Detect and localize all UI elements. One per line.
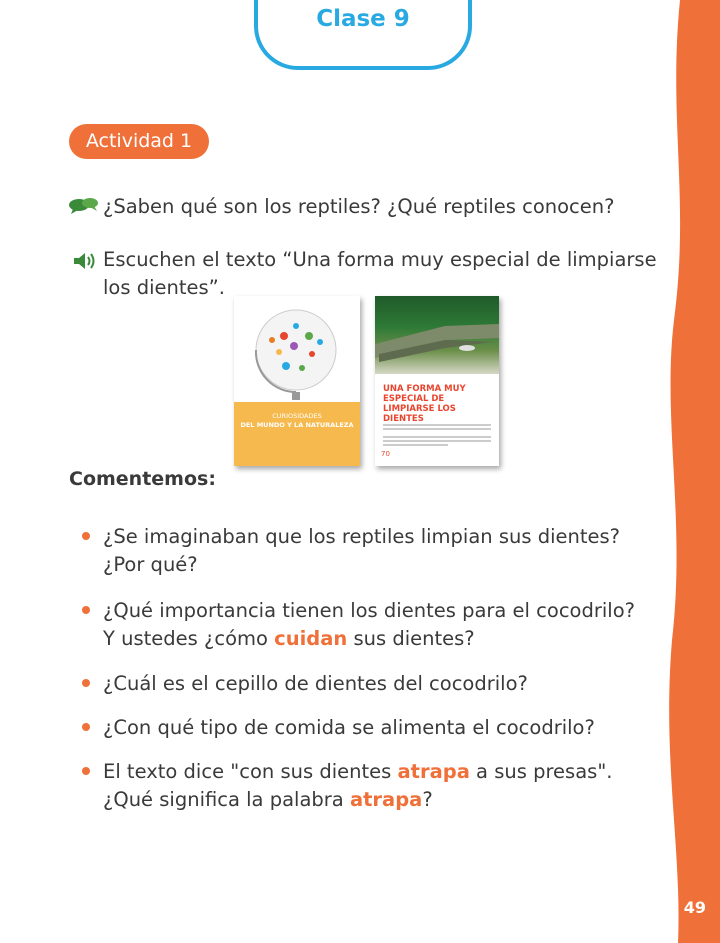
class-title: Clase 9 (316, 6, 410, 32)
question-4: ¿Con qué tipo de comida se alimenta el cocodrilo? (103, 716, 595, 739)
highlight-atrapa: atrapa (349, 788, 423, 811)
book-page-crocodile (375, 296, 499, 466)
question-5-text-a: El texto dice "con sus dientes (103, 760, 398, 783)
highlight-atrapa: atrapa (397, 760, 470, 783)
question-3: ¿Cuál es el cepillo de dientes del cocodrilo? (103, 672, 528, 695)
activity-badge: Actividad 1 (69, 124, 209, 159)
class-tab (254, 0, 472, 70)
crocodile-photo (375, 296, 499, 374)
book2-title: UNA FORMA MUY ESPECIAL DE LIMPIARSE LOS DIENTES (383, 384, 466, 424)
book2-text-placeholder1 (383, 422, 491, 432)
book1-line2: DEL MUNDO Y LA NATURALEZA (240, 421, 354, 429)
question-1-line2: ¿Por qué? (103, 553, 198, 576)
question-5-text-b: a sus presas". (469, 760, 613, 783)
book-cover-curiosidades (234, 296, 360, 466)
bullet-dot-icon (82, 532, 90, 540)
question-5-text-c: ¿Qué significa la palabra (103, 788, 350, 811)
comentemos-heading: Comentemos: (69, 468, 216, 490)
book1-line1: CURIOSIDADES (272, 412, 322, 420)
book2-text-placeholder2 (383, 434, 491, 448)
question-2-line1: ¿Qué importancia tienen los dientes para el cocodrilo? (103, 599, 635, 622)
listen-prompt-line1: Escuchen el texto “Una forma muy especial de limpiarse (103, 248, 657, 271)
book2-page-number: 70 (381, 450, 390, 458)
speaker-icon (72, 251, 98, 271)
page-number: 49 (683, 898, 706, 917)
discuss-prompt: ¿Saben qué son los reptiles? ¿Qué reptiles conocen? (103, 195, 615, 218)
globe-illustration (234, 296, 360, 406)
bullet-dot-icon (82, 606, 90, 614)
question-1-line1: ¿Se imaginaban que los reptiles limpian sus dientes? (103, 525, 621, 548)
orange-side-band (660, 0, 720, 943)
question-2-text-a: Y ustedes ¿cómo (103, 627, 275, 650)
question-5-line2 (103, 786, 433, 814)
question-2-line2 (103, 625, 475, 653)
bullet-dot-icon (82, 767, 90, 775)
listen-prompt-line2: los dientes”. (103, 276, 225, 299)
question-5-text-d: ? (422, 788, 433, 811)
question-5-line1 (103, 758, 612, 786)
question-2-text-b: sus dientes? (347, 627, 475, 650)
highlight-cuidan: cuidan (274, 627, 348, 650)
bullet-dot-icon (82, 723, 90, 731)
speech-bubbles-icon (68, 196, 100, 216)
bullet-dot-icon (82, 679, 90, 687)
